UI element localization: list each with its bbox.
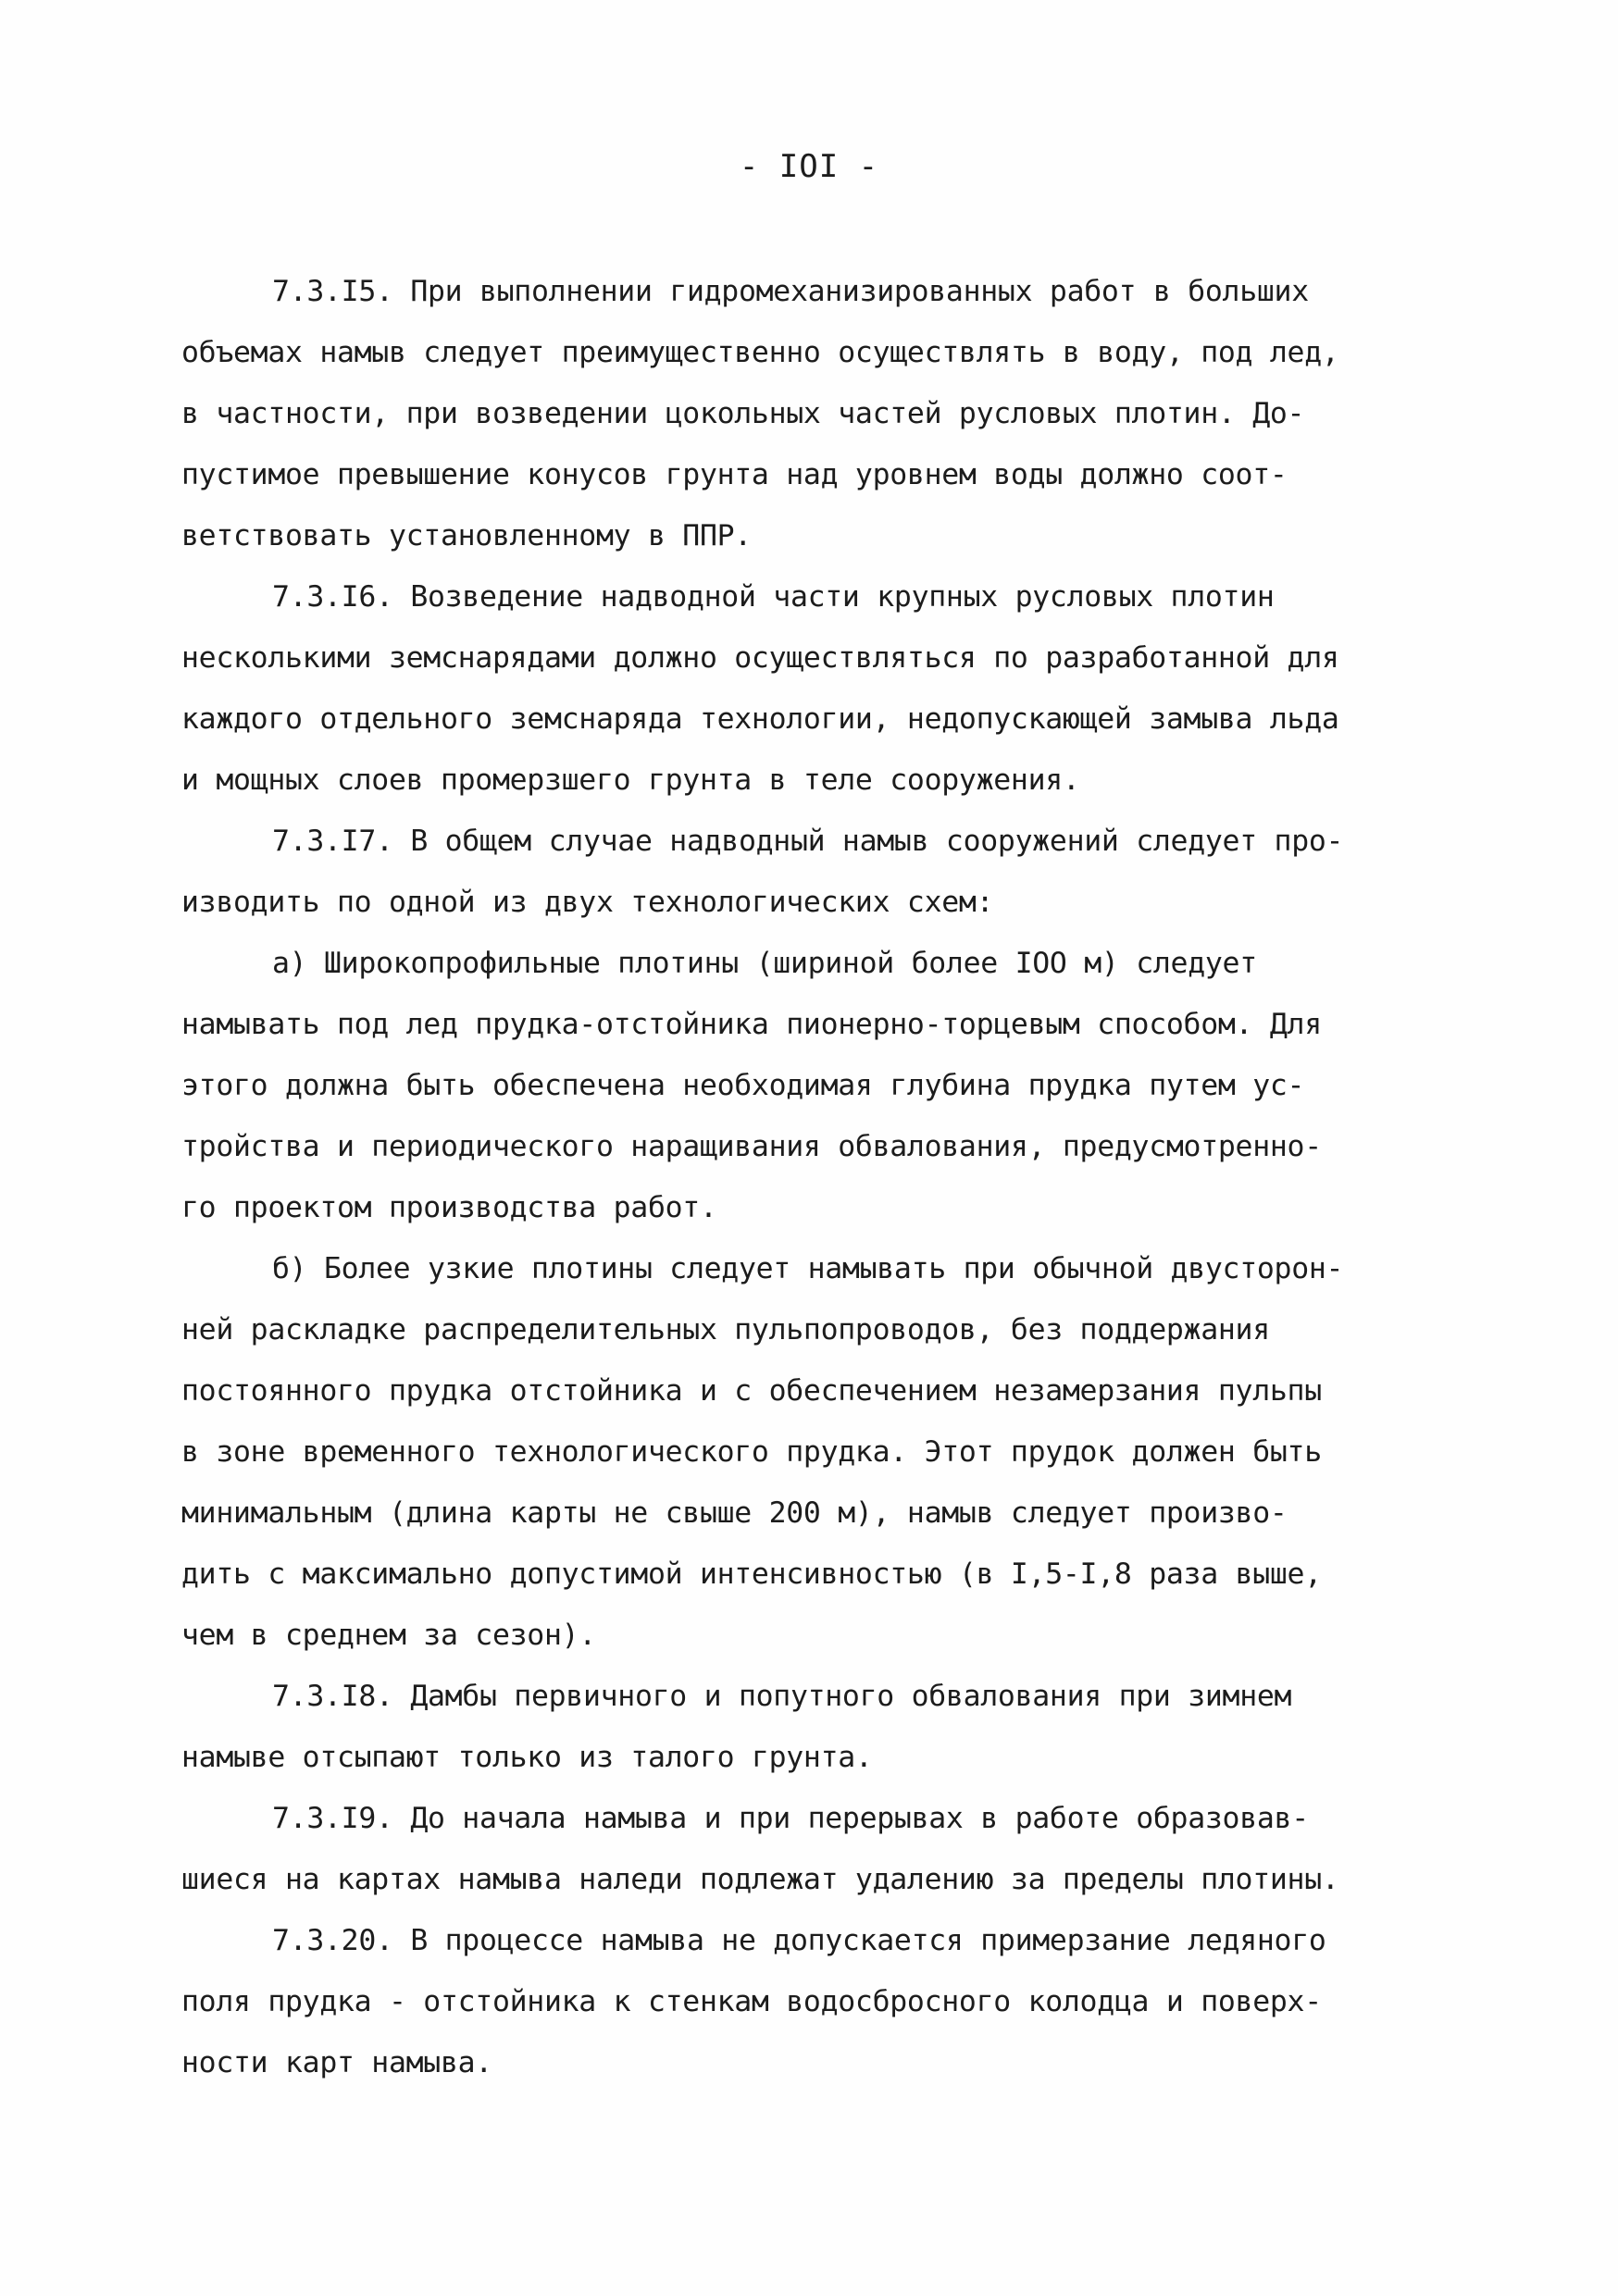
text-line: ней раскладке распределительных пульпопроводов, без поддержания (181, 1313, 1270, 1347)
text-line: 7.3.I8. Дамбы первичного и попутного обвалования при зимнем (272, 1680, 1292, 1713)
text-line: в частности, при возведении цокольных частей русловых плотин. До- (181, 397, 1305, 430)
paragraph-item-b (181, 1238, 1459, 1666)
text-line: минимальным (длина карты не свыше 200 м), намыв следует произво- (181, 1496, 1288, 1530)
page-number: - IOI - (739, 148, 879, 185)
paragraph-7-3-18 (181, 1666, 1459, 1788)
text-line: 7.3.I9. До начала намыва и при перерывах в работе образовав- (272, 1802, 1309, 1835)
text-line: несколькими земснарядами должно осуществляться по разработанной для (181, 641, 1339, 675)
text-line: тройства и периодического наращивания обвалования, предусмотренно- (181, 1130, 1322, 1163)
text-line: 7.3.I5. При выполнении гидромеханизированных работ в больших (272, 275, 1309, 308)
paragraph-item-a (181, 933, 1459, 1238)
text-line: б) Более узкие плотины следует намывать при обычной двусторон- (272, 1252, 1344, 1285)
document-body (181, 261, 1459, 2093)
text-line: намывать под лед прудка-отстойника пионерно-торцевым способом. Для (181, 1008, 1322, 1041)
text-line: постоянного прудка отстойника и с обеспечением незамерзания пульпы (181, 1374, 1322, 1408)
text-line: 7.3.I6. Возведение надводной части крупных русловых плотин (272, 580, 1275, 614)
text-line: ности карт намыва. (181, 2046, 492, 2079)
text-line: этого должна быть обеспечена необходимая глубина прудка путем ус- (181, 1069, 1305, 1102)
paragraph-7-3-15 (181, 261, 1459, 566)
paragraph-7-3-19 (181, 1788, 1459, 1910)
text-line: шиеся на картах намыва наледи подлежат удалению за пределы плотины. (181, 1863, 1339, 1896)
text-line: 7.3.I7. В общем случае надводный намыв сооружений следует про- (272, 825, 1344, 858)
paragraph-7-3-17 (181, 811, 1459, 933)
text-line: дить с максимально допустимой интенсивностью (в I,5-I,8 раза выше, (181, 1558, 1322, 1591)
text-line: чем в среднем за сезон). (181, 1619, 596, 1652)
text-line: а) Широкопрофильные плотины (шириной более IOO м) следует (272, 947, 1257, 980)
text-line: каждого отдельного земснаряда технологии, недопускающей замыва льда (181, 702, 1339, 736)
paragraph-7-3-20 (181, 1910, 1459, 2093)
text-line: изводить по одной из двух технологических схем: (181, 886, 994, 919)
text-line: и мощных слоев промерзшего грунта в теле сооружения. (181, 763, 1080, 797)
text-line: го проектом производства работ. (181, 1191, 717, 1224)
text-line: намыве отсыпают только из талого грунта. (181, 1741, 873, 1774)
text-line: пустимое превышение конусов грунта над уровнем воды должно соот- (181, 458, 1288, 491)
text-line: 7.3.20. В процессе намыва не допускается примерзание ледяного (272, 1924, 1326, 1957)
paragraph-7-3-16 (181, 566, 1459, 811)
text-line: в зоне временного технологического прудка. Этот прудок должен быть (181, 1435, 1322, 1469)
text-line: ветствовать установленному в ППР. (181, 519, 752, 552)
text-line: поля прудка - отстойника к стенкам водосбросного колодца и поверх- (181, 1985, 1322, 2018)
text-line: объемах намыв следует преимущественно осуществлять в воду, под лед, (181, 336, 1339, 369)
